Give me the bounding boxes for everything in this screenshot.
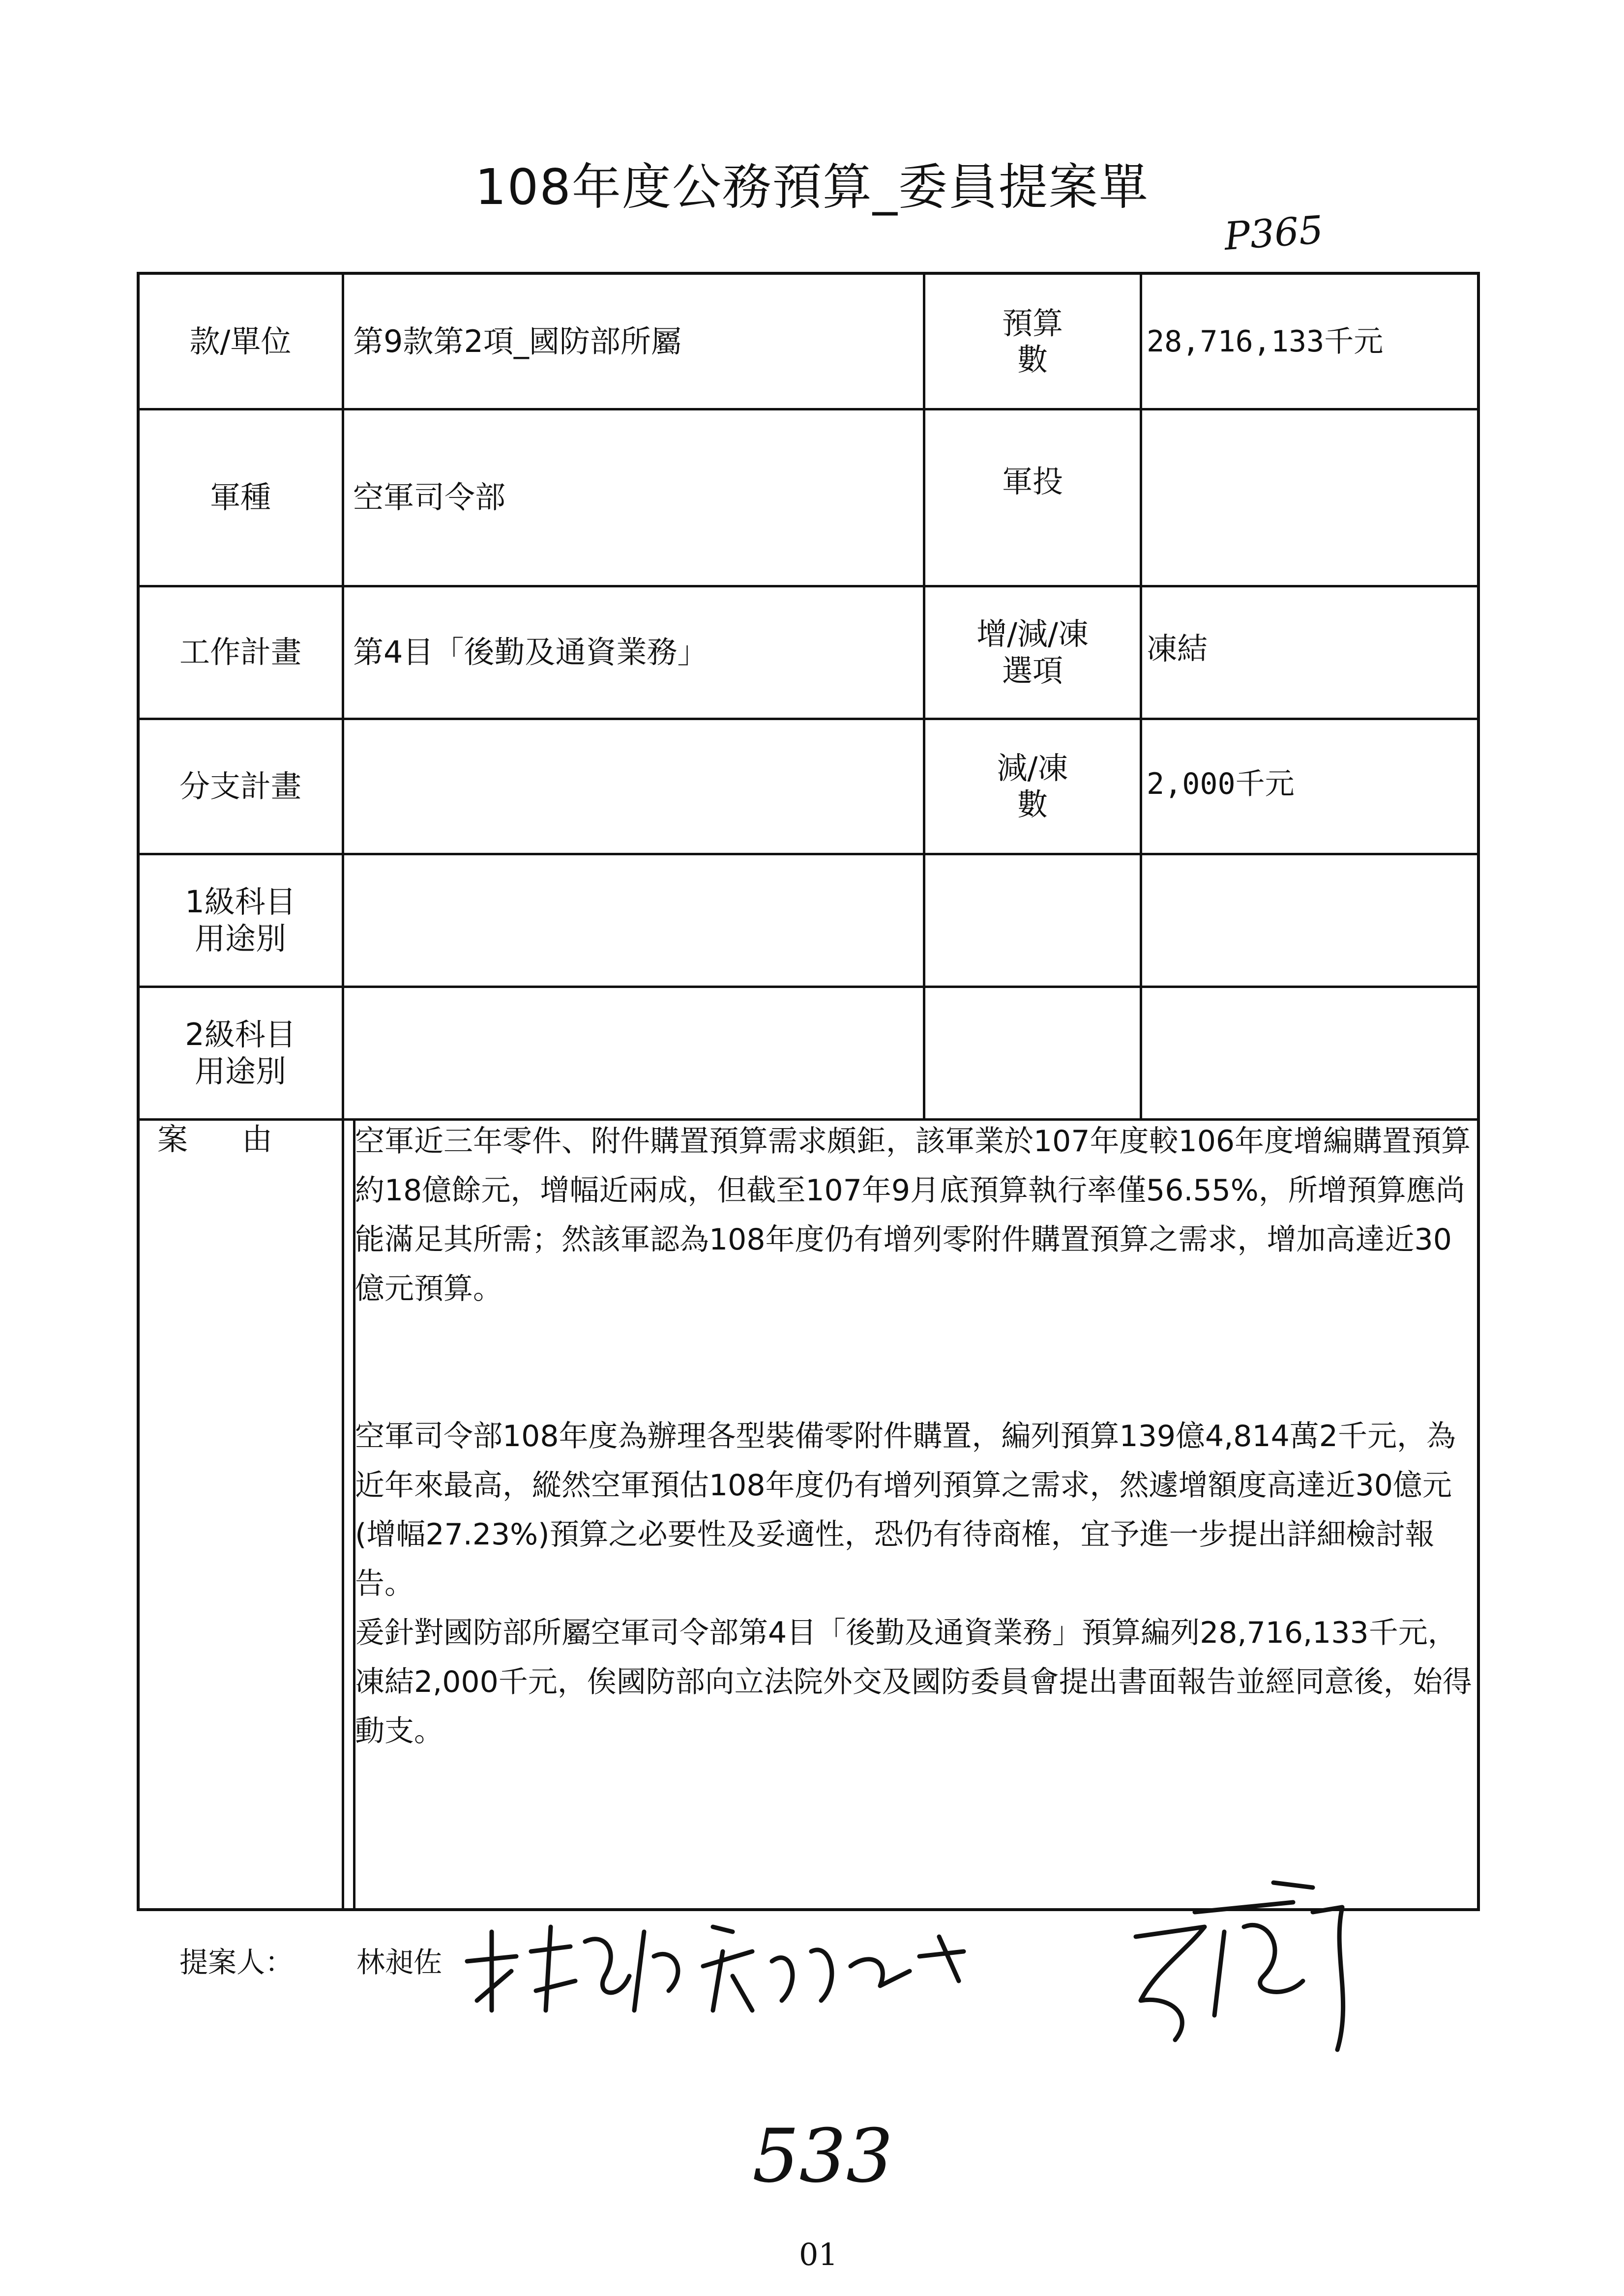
reason-label: 案由 — [157, 1121, 327, 1157]
right-label-military-investment: 軍投 — [1002, 463, 1063, 499]
row-value-work-plan: 第4目「後勤及通資業務」 — [353, 634, 708, 670]
row-value-service: 空軍司令部 — [353, 479, 506, 516]
reason-paragraph: 爰針對國防部所屬空軍司令部第4目「後勤及通資業務」預算編列28,716,133千元，凍結2,000千元，俟國防部向立法院外交及國防委員會提出書面報告並經同意後，始得動支。 — [355, 1616, 1472, 1748]
row-label-account: 款/單位 — [189, 323, 292, 359]
right-label-empty — [925, 988, 1140, 1118]
proposer-name: 林昶佐 — [356, 1946, 443, 1979]
row-label-level2-subject: 2級科目 用途別 — [185, 1017, 296, 1089]
proposer-label: 提案人： — [179, 1946, 294, 1979]
right-label-empty — [925, 855, 1140, 986]
reason-text — [355, 1117, 1476, 1756]
right-value-budget: 28,716,133千元 — [1147, 324, 1384, 359]
right-value-empty — [1147, 988, 1476, 1118]
signature-stroke — [703, 1927, 964, 2010]
handwritten-page-ref: P365 — [1223, 208, 1325, 259]
signature-stroke — [467, 1927, 678, 2010]
row-label-service: 軍種 — [209, 479, 271, 516]
row-value-account: 第9款第2項_國防部所屬 — [353, 323, 681, 359]
page-title: 108年度公務預算_委員提案單 — [475, 158, 1149, 216]
right-value-military-investment — [1147, 410, 1476, 585]
row-value-level1-subject — [349, 855, 919, 986]
row-value-branch-plan — [349, 720, 919, 853]
right-value-empty — [1147, 855, 1476, 986]
handwritten-stamp-number: 533 — [752, 2114, 893, 2199]
right-value-option: 凍結 — [1147, 630, 1208, 667]
reason-paragraph: 空軍近三年零件、附件購置預算需求頗鉅，該軍業於107年度較106年度增編購置預算約18億餘元，增幅近兩成，但截至107年9月底預算執行率僅56.55%，所增預算應尚能滿足其所需；然該軍認為108年度仍有增列零附件購置預算之需求，增加高達近30億元預算。 — [355, 1124, 1471, 1306]
right-label-reduction: 減/凍 數 — [997, 750, 1068, 822]
reason-paragraph: 空軍司令部108年度為辦理各型裝備零附件購置，編列預算139億4,814萬2千元，為近年來最高，縱然空軍預估108年度仍有增列預算之需求，然遽增額度高達近30億元(增幅27.23%)預算之必要性及妥適性，恐仍有待商榷，宜予進一步提出詳細檢討報告。 — [355, 1419, 1456, 1601]
row-label-branch-plan: 分支計畫 — [179, 768, 301, 804]
table-col-divider — [1140, 272, 1142, 1119]
page-number: 01 — [799, 2237, 838, 2272]
table-col-divider — [342, 272, 344, 1911]
signature-stroke — [1136, 1883, 1343, 2050]
right-label-option: 增/減/凍 選項 — [976, 616, 1089, 689]
right-value-reduction: 2,000千元 — [1147, 767, 1295, 801]
right-label-budget: 預算 數 — [1002, 305, 1063, 378]
row-value-level2-subject — [349, 988, 919, 1118]
row-label-level1-subject: 1級科目 用途別 — [185, 884, 296, 957]
row-label-work-plan: 工作計畫 — [179, 634, 301, 670]
handwritten-signatures — [457, 1853, 1465, 2099]
